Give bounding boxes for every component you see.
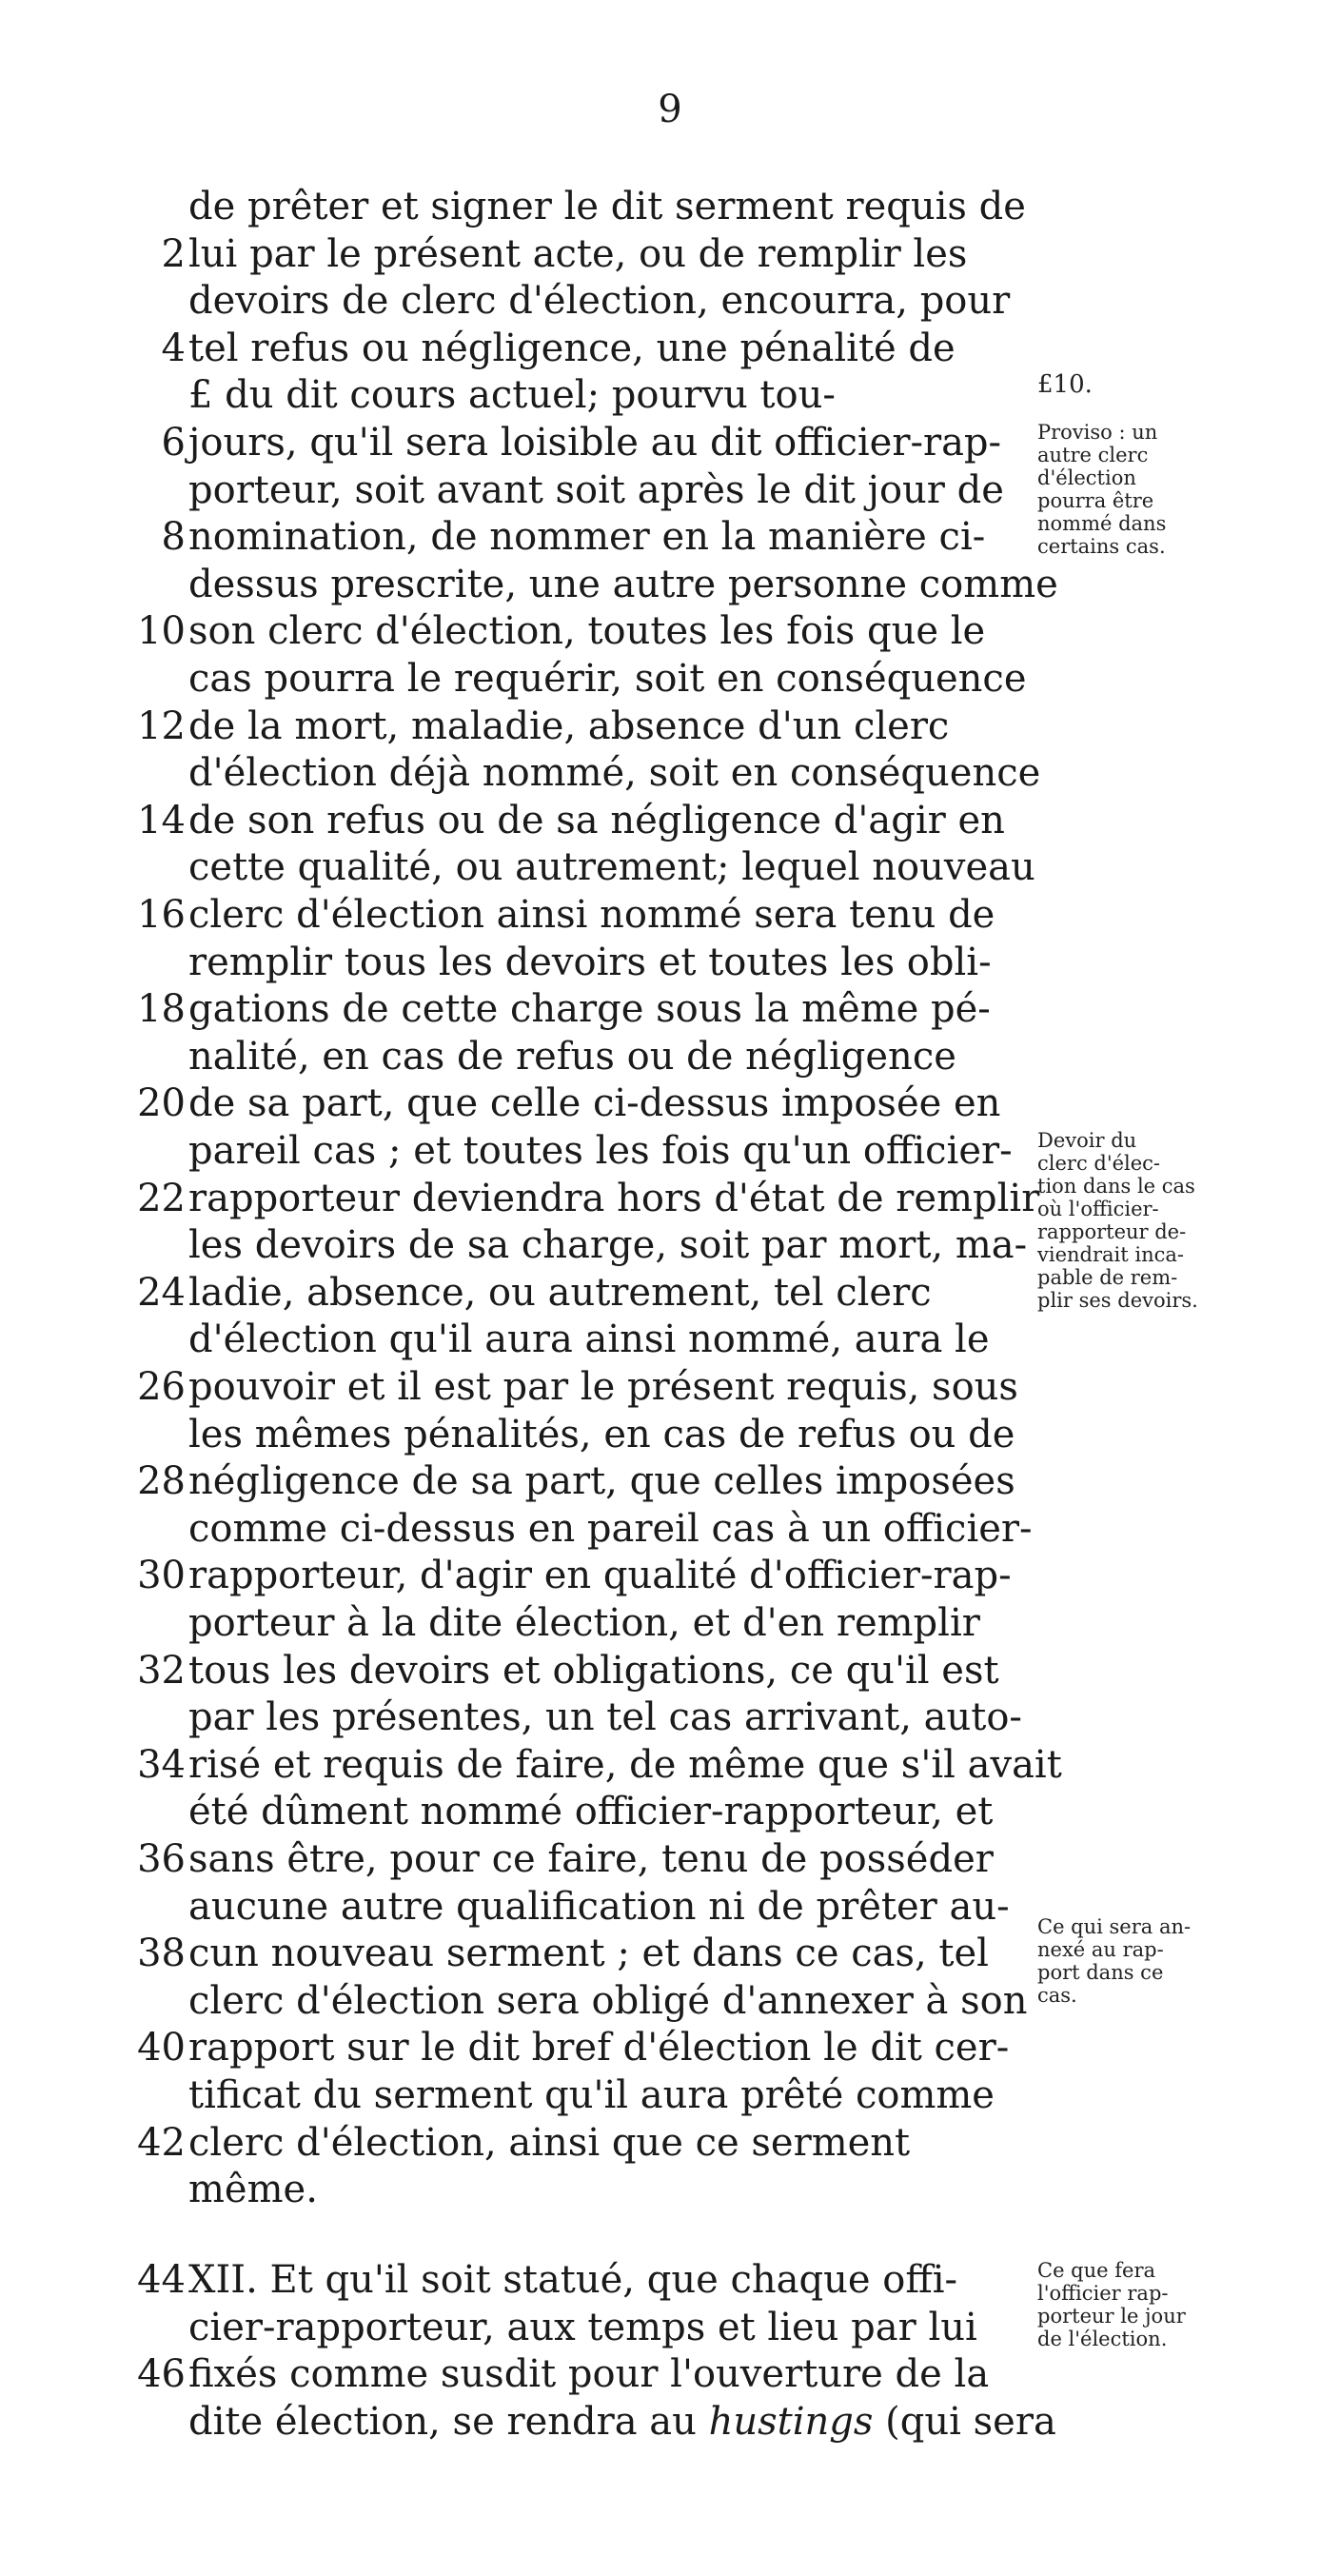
line-number: 24 bbox=[137, 1270, 186, 1315]
text-line bbox=[188, 749, 1040, 797]
text-line bbox=[188, 1977, 1027, 2025]
text-line bbox=[188, 1694, 1022, 1741]
line-text: dessus prescrite, une autre personne comme bbox=[188, 562, 1058, 606]
margin-note-line: £10. bbox=[1037, 370, 1093, 399]
line-text: tificat du serment qu'il aura prêté comme bbox=[188, 2073, 995, 2117]
line-text: de sa part, que celle ci-dessus imposée en bbox=[188, 1081, 1001, 1126]
line-text: porteur à la dite élection, et d'en remplir bbox=[188, 1601, 980, 1645]
line-number: 30 bbox=[137, 1554, 186, 1598]
line-number: 46 bbox=[137, 2352, 186, 2397]
line-number: 28 bbox=[137, 1459, 186, 1504]
margin-note-line: tion dans le cas bbox=[1037, 1175, 1195, 1198]
margin-note bbox=[1037, 2259, 1256, 2350]
text-line bbox=[188, 2256, 957, 2304]
line-text: ladie, absence, ou autrement, tel clerc bbox=[188, 1270, 932, 1315]
line-text: même. bbox=[188, 2168, 318, 2212]
line-number: 12 bbox=[137, 703, 186, 748]
line-text: fixés comme susdit pour l'ouverture de la bbox=[188, 2352, 990, 2397]
line-number: 32 bbox=[137, 1648, 186, 1693]
text-line bbox=[188, 1033, 956, 1080]
line-number: 8 bbox=[161, 515, 186, 560]
page-number: 9 bbox=[658, 88, 682, 131]
text-line bbox=[188, 1883, 1010, 1931]
text-line bbox=[188, 607, 985, 655]
line-text: rapport sur le dit bref d'élection le dit cer- bbox=[188, 2026, 1010, 2071]
text-line bbox=[188, 985, 991, 1033]
line-text: tel refus ou négligence, une pénalité de bbox=[188, 326, 956, 370]
line-number: 4 bbox=[161, 326, 186, 370]
line-number: 44 bbox=[137, 2258, 186, 2302]
margin-note-line: d'élection bbox=[1037, 466, 1136, 489]
line-number: 16 bbox=[137, 893, 186, 937]
margin-note-line: Ce qui sera an- bbox=[1037, 1915, 1192, 1938]
line-number: 18 bbox=[137, 987, 186, 1032]
margin-note-line: port dans ce bbox=[1037, 1961, 1164, 1984]
text-line bbox=[188, 891, 995, 939]
line-number: 38 bbox=[137, 1932, 186, 1976]
margin-note-line: rapporteur de- bbox=[1037, 1220, 1187, 1243]
margin-note bbox=[1037, 1915, 1256, 2007]
text-line bbox=[188, 1835, 994, 1883]
text-line bbox=[188, 277, 1010, 325]
line-text: tous les devoirs et obligations, ce qu'il est bbox=[188, 1648, 999, 1693]
line-number: 6 bbox=[161, 421, 186, 465]
line-text: d'élection qu'il aura ainsi nommé, aura le bbox=[188, 1318, 990, 1362]
text-line bbox=[188, 1741, 1062, 1789]
text-line bbox=[188, 1363, 1018, 1411]
line-number: 22 bbox=[137, 1176, 186, 1220]
text-line bbox=[188, 1175, 1039, 1222]
margin-note-line: cas. bbox=[1037, 1984, 1077, 2007]
margin-note-line: nommé dans bbox=[1037, 512, 1167, 535]
line-number: 34 bbox=[137, 1742, 186, 1787]
margin-note bbox=[1037, 1129, 1256, 1312]
margin-note-line: plir ses devoirs. bbox=[1037, 1289, 1198, 1312]
margin-note-line: Proviso : un bbox=[1037, 421, 1158, 444]
text-line bbox=[188, 2304, 977, 2351]
line-number: 10 bbox=[137, 609, 186, 654]
text-line bbox=[188, 419, 1001, 466]
line-text: dite élection, se rendra au bbox=[188, 2399, 697, 2444]
line-text: clerc d'élection ainsi nommé sera tenu de bbox=[188, 893, 995, 937]
line-text: lui par le présent acte, ou de remplir les bbox=[188, 231, 968, 276]
line-text: les devoirs de sa charge, soit par mort, ma- bbox=[188, 1223, 1028, 1268]
text-line bbox=[188, 843, 1035, 891]
margin-note-line: nexé au rap- bbox=[1037, 1938, 1164, 1961]
line-text: clerc d'élection sera obligé d'annexer à son bbox=[188, 1978, 1028, 2023]
text-line bbox=[188, 183, 1026, 230]
line-text: rapporteur, d'agir en qualité d'officier-rap- bbox=[188, 1554, 1012, 1598]
line-text: aucune autre qualification ni de prêter au- bbox=[188, 1884, 1010, 1929]
text-line bbox=[188, 1127, 1013, 1175]
margin-note-line: pable de rem- bbox=[1037, 1266, 1178, 1289]
line-text: pouvoir et il est par le présent requis, sous bbox=[188, 1365, 1018, 1409]
line-text: rapporteur deviendra hors d'état de remplir bbox=[188, 1176, 1040, 1220]
margin-note-line: autre clerc bbox=[1037, 444, 1149, 466]
text-line bbox=[188, 1552, 1012, 1599]
margin-note-line: viendrait inca- bbox=[1037, 1243, 1184, 1266]
text-line bbox=[188, 561, 1058, 608]
line-text: remplir tous les devoirs et toutes les obli- bbox=[188, 940, 992, 984]
line-text: par les présentes, un tel cas arrivant, auto- bbox=[188, 1695, 1022, 1740]
margin-note-line: certains cas. bbox=[1037, 535, 1166, 558]
line-text: négligence de sa part, que celles imposées bbox=[188, 1459, 1015, 1504]
line-text: nomination, de nommer en la manière ci- bbox=[188, 515, 986, 560]
text-line bbox=[188, 939, 992, 986]
margin-note bbox=[1037, 370, 1256, 399]
line-text: d'élection déjà nommé, soit en conséquence bbox=[188, 751, 1041, 796]
line-text: £ du dit cours actuel; pourvu tou- bbox=[188, 373, 836, 418]
line-text-tail: (qui sera bbox=[873, 2399, 1056, 2444]
margin-note-line: Ce que fera bbox=[1037, 2259, 1156, 2282]
line-text: sans être, pour ce faire, tenu de posséder bbox=[188, 1837, 994, 1881]
line-number: 26 bbox=[137, 1365, 186, 1409]
margin-note-line: où l'officier- bbox=[1037, 1198, 1159, 1220]
text-line bbox=[188, 1930, 989, 1977]
line-number: 2 bbox=[161, 231, 186, 276]
text-line bbox=[188, 1647, 999, 1694]
margin-note-line: l'officier rap- bbox=[1037, 2282, 1169, 2305]
text-line bbox=[188, 1080, 1000, 1127]
line-text: été dûment nommé officier-rapporteur, et bbox=[188, 1790, 994, 1834]
text-line bbox=[188, 325, 956, 372]
text-line bbox=[188, 1505, 1033, 1553]
line-text: porteur, soit avant soit après le dit jour de bbox=[188, 467, 1004, 512]
text-line bbox=[188, 1269, 932, 1317]
line-number: 36 bbox=[137, 1837, 186, 1881]
line-text: risé et requis de faire, de même que s'il avait bbox=[188, 1742, 1062, 1787]
text-line bbox=[188, 2024, 1009, 2071]
line-text: cier-rapporteur, aux temps et lieu par lui bbox=[188, 2305, 977, 2349]
text-line bbox=[188, 797, 1005, 844]
text-line bbox=[188, 703, 949, 750]
text-line bbox=[188, 466, 1004, 514]
line-text: pareil cas ; et toutes les fois qu'un officier- bbox=[188, 1129, 1013, 1173]
text-line bbox=[188, 513, 985, 561]
line-text: cun nouveau serment ; et dans ce cas, tel bbox=[188, 1932, 989, 1976]
text-line bbox=[188, 371, 836, 419]
line-number: 42 bbox=[137, 2120, 186, 2165]
margin-note-line: clerc d'élec- bbox=[1037, 1152, 1161, 1175]
line-number: 14 bbox=[137, 798, 186, 842]
line-text: XII. Et qu'il soit statué, que chaque offi- bbox=[188, 2258, 958, 2302]
text-line bbox=[188, 2166, 318, 2213]
text-line bbox=[188, 1599, 980, 1647]
margin-note-line: pourra être bbox=[1037, 489, 1154, 512]
line-text: de son refus ou de sa négligence d'agir en bbox=[188, 798, 1005, 842]
line-text: nalité, en cas de refus ou de négligence bbox=[188, 1034, 956, 1079]
line-text: cas pourra le requérir, soit en conséquence bbox=[188, 657, 1027, 701]
text-line bbox=[188, 1457, 1015, 1505]
text-line bbox=[188, 2350, 989, 2398]
text-line bbox=[188, 2071, 995, 2119]
margin-note-line: porteur le jour bbox=[1037, 2305, 1186, 2328]
line-text: gations de cette charge sous la même pé- bbox=[188, 987, 991, 1032]
margin-note-line: de l'élection. bbox=[1037, 2328, 1168, 2350]
italic-term: hustings bbox=[708, 2399, 874, 2444]
line-text: de la mort, maladie, absence d'un clerc bbox=[188, 703, 950, 748]
line-text: son clerc d'élection, toutes les fois que le bbox=[188, 609, 986, 654]
text-line bbox=[188, 2398, 1056, 2446]
text-line bbox=[188, 1221, 1027, 1269]
margin-note bbox=[1037, 421, 1256, 558]
text-line bbox=[188, 1411, 1015, 1458]
line-text: de prêter et signer le dit serment requis de bbox=[188, 185, 1026, 228]
text-line bbox=[188, 2119, 910, 2167]
line-number: 20 bbox=[137, 1081, 186, 1126]
text-line bbox=[188, 230, 967, 278]
line-text: clerc d'élection, ainsi que ce serment bbox=[188, 2120, 911, 2165]
line-text: devoirs de clerc d'élection, encourra, pour bbox=[188, 279, 1011, 324]
line-text: comme ci-dessus en pareil cas à un officier- bbox=[188, 1506, 1033, 1551]
text-line bbox=[188, 655, 1027, 703]
line-text: jours, qu'il sera loisible au dit officier-rap- bbox=[188, 421, 1002, 465]
margin-note-line: Devoir du bbox=[1037, 1129, 1137, 1152]
text-line bbox=[188, 1316, 990, 1363]
line-number: 40 bbox=[137, 2026, 186, 2071]
line-text: cette qualité, ou autrement; lequel nouveau bbox=[188, 845, 1035, 890]
text-line bbox=[188, 1788, 993, 1835]
line-text: les mêmes pénalités, en cas de refus ou de bbox=[188, 1412, 1015, 1456]
